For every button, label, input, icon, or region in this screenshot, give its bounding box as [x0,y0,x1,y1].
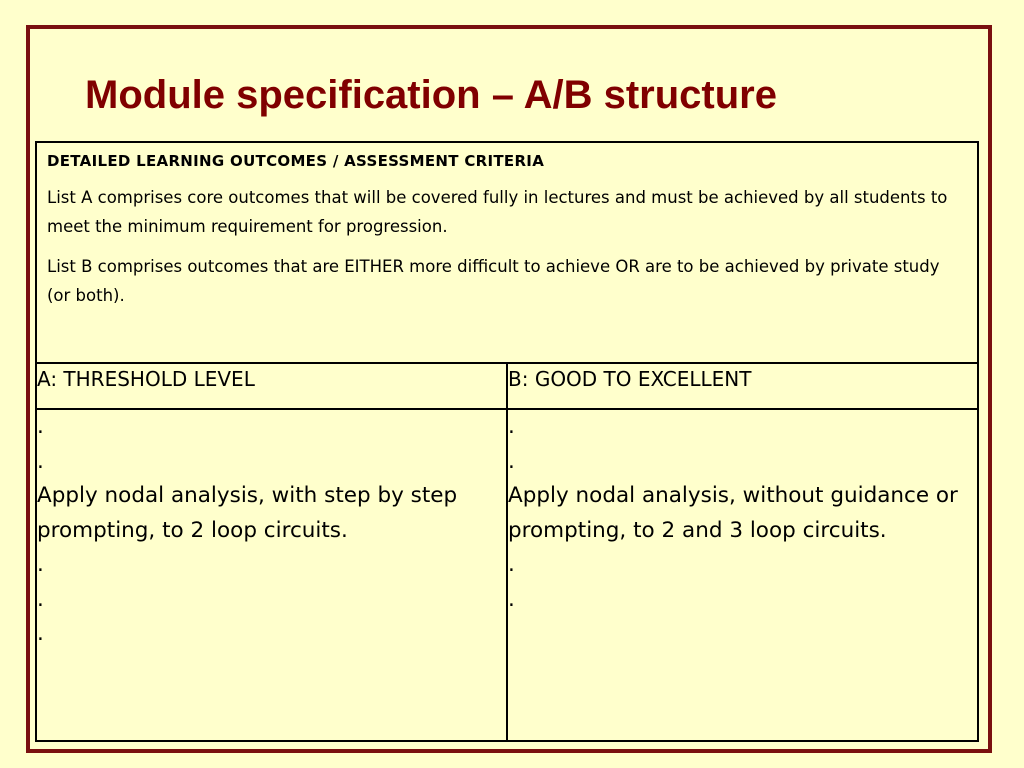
column-a-line: . [37,448,44,474]
column-b-line: . [508,552,515,577]
column-a-content [36,409,507,741]
column-b-outcome: Apply nodal analysis, without guidance or prompting, to 2 and 3 loop circuits. [508,483,958,543]
table-intro-row [36,142,978,363]
column-a-header: A: THRESHOLD LEVEL [36,363,507,409]
column-a-line: . [37,586,44,612]
table-header-row [36,363,978,409]
column-a-line: . [37,552,44,577]
learning-outcomes-table [35,141,979,742]
column-b-line: . [508,414,515,439]
column-b-header: B: GOOD TO EXCELLENT [507,363,978,409]
column-b-line: . [508,448,515,474]
column-b-content [507,409,978,741]
list-b-description: List B comprises outcomes that are EITHER more difficult to achieve OR are to be achieved by private study (or both). [47,257,940,305]
column-a-line: . [37,414,44,439]
list-a-description: List A comprises core outcomes that will be covered fully in lectures and must be achieved by all students to meet the minimum requirement for progression. [47,188,948,236]
column-a-line: . [37,621,44,646]
column-b-line: . [508,586,515,612]
intro-cell [36,142,978,363]
table-body-row [36,409,978,741]
column-a-outcome: Apply nodal analysis, with step by step prompting, to 2 loop circuits. [37,483,458,543]
intro-heading: DETAILED LEARNING OUTCOMES / ASSESSMENT CRITERIA [47,152,545,170]
slide-title: Module specification – A/B structure [85,73,777,117]
